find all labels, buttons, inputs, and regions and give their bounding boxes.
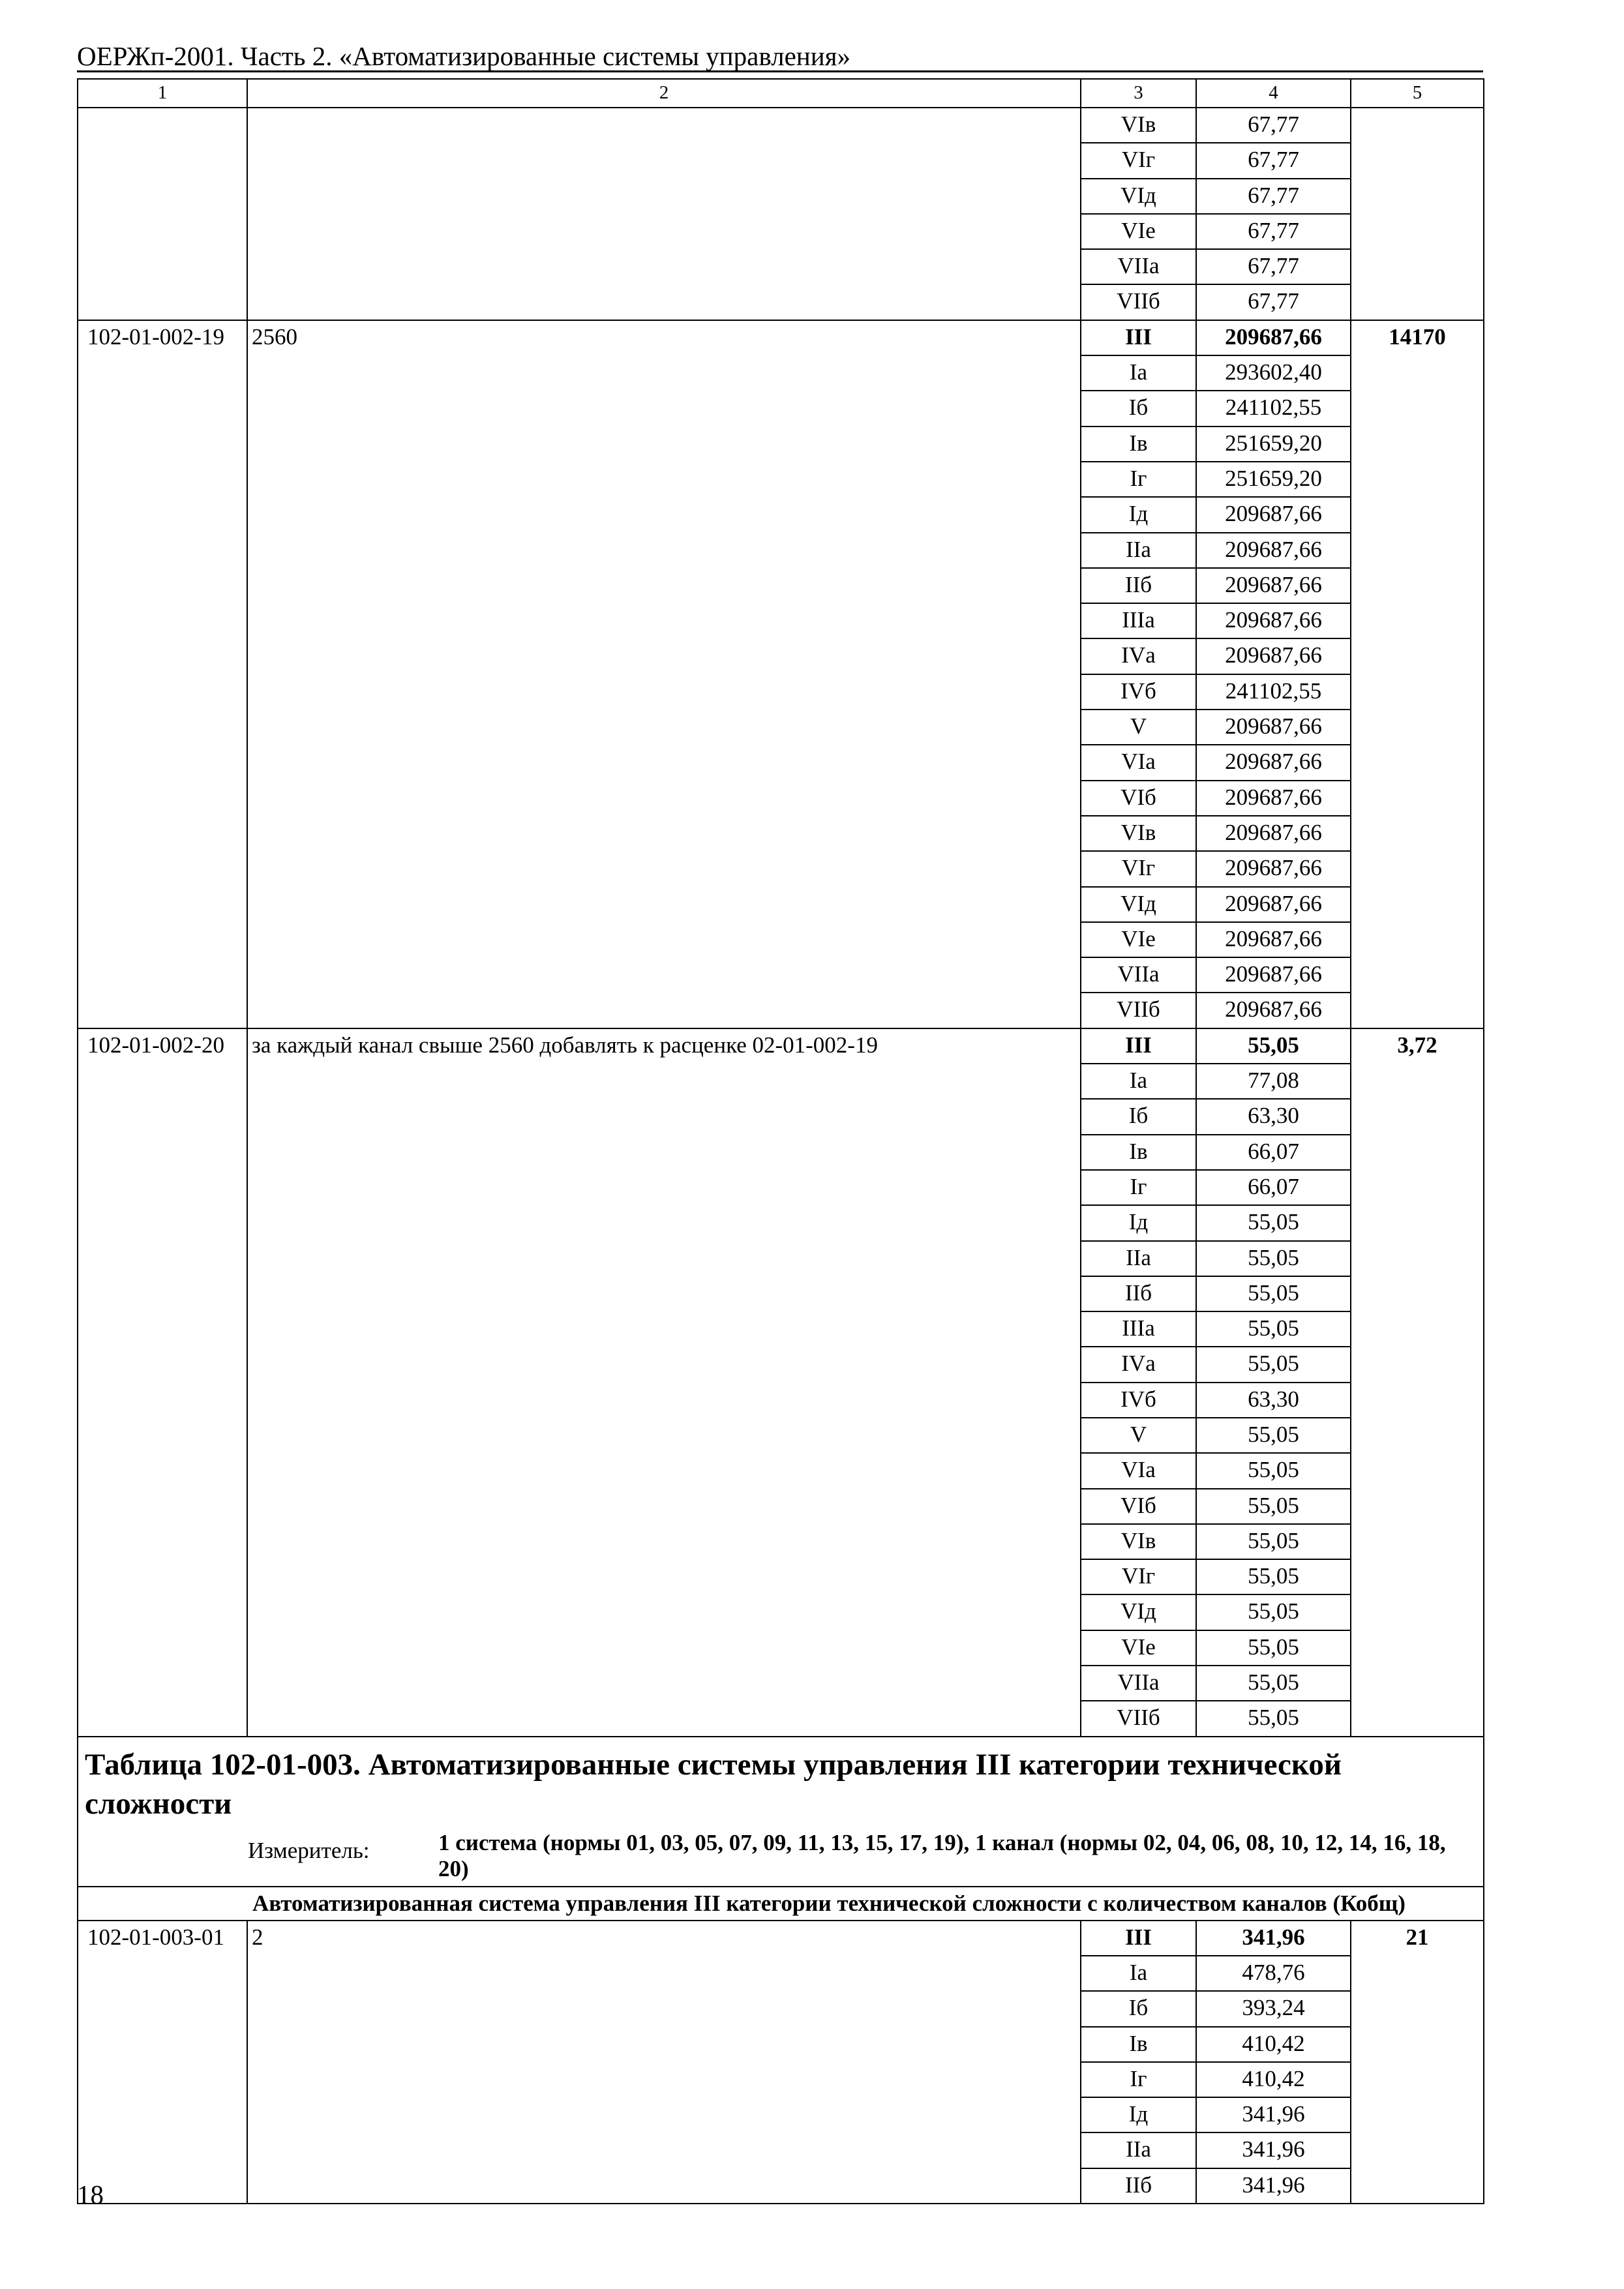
zone-cell: IIб	[1081, 2168, 1196, 2204]
column-header: 3	[1081, 79, 1196, 108]
zone-cell: III	[1081, 1028, 1196, 1064]
zone-cell: III	[1081, 320, 1196, 355]
price-cell: 209687,66	[1196, 816, 1351, 851]
zone-cell: III	[1081, 1921, 1196, 1956]
zone-cell: VIа	[1081, 1453, 1196, 1488]
zone-cell: IVб	[1081, 1383, 1196, 1418]
price-cell: 67,77	[1196, 108, 1351, 143]
price-cell: 55,05	[1196, 1594, 1351, 1630]
table-title: Таблица 102-01-003. Автоматизированные системы управления III категории технической сложности	[85, 1747, 1342, 1821]
price-cell: 55,05	[1196, 1311, 1351, 1347]
price-cell: 55,05	[1196, 1489, 1351, 1524]
zone-cell: VIIб	[1081, 284, 1196, 320]
table-row	[78, 1921, 1484, 1956]
price-cell: 55,05	[1196, 1630, 1351, 1666]
zone-cell: VIIа	[1081, 1666, 1196, 1701]
zone-cell: Iв	[1081, 426, 1196, 462]
table-row	[78, 320, 1484, 355]
zone-cell: V	[1081, 1418, 1196, 1453]
price-cell: 393,24	[1196, 1991, 1351, 2026]
rate-description: 2	[247, 1921, 1081, 2204]
zone-cell: VIв	[1081, 1524, 1196, 1559]
price-cell: 55,05	[1196, 1418, 1351, 1453]
rate-code: 102-01-002-20	[78, 1028, 247, 1737]
zone-cell: VIд	[1081, 887, 1196, 922]
rate-code: 102-01-002-19	[78, 320, 247, 1028]
price-cell: 341,96	[1196, 2168, 1351, 2204]
price-cell: 209687,66	[1196, 851, 1351, 886]
price-cell: 410,42	[1196, 2062, 1351, 2097]
zone-cell: VIг	[1081, 851, 1196, 886]
zone-cell: IVа	[1081, 638, 1196, 674]
price-cell: 209687,66	[1196, 497, 1351, 532]
header-rule	[77, 70, 1483, 72]
zone-cell: VIв	[1081, 108, 1196, 143]
zone-cell: IIIа	[1081, 603, 1196, 638]
price-cell: 77,08	[1196, 1064, 1351, 1099]
zone-cell: VIе	[1081, 214, 1196, 249]
price-cell: 55,05	[1196, 1701, 1351, 1736]
price-cell: 251659,20	[1196, 462, 1351, 497]
zone-cell: VIе	[1081, 1630, 1196, 1666]
zone-cell: Iд	[1081, 1205, 1196, 1240]
meter-value: 1 система (нормы 01, 03, 05, 07, 09, 11, 13, 15, 17, 19), 1 канал (нормы 02, 04, 06, 08, 10, 12, 14, 16, 18, 20)	[438, 1829, 1446, 1881]
rate-code: 102-01-003-01	[78, 1921, 247, 2204]
price-cell: 209687,66	[1196, 781, 1351, 816]
zone-cell: IIб	[1081, 1276, 1196, 1311]
zone-cell: Iб	[1081, 391, 1196, 426]
price-cell: 55,05	[1196, 1559, 1351, 1594]
zone-cell: VIд	[1081, 1594, 1196, 1630]
price-cell: 55,05	[1196, 1666, 1351, 1701]
zone-cell: Iа	[1081, 1064, 1196, 1099]
price-cell: 341,96	[1196, 2132, 1351, 2168]
zone-cell: VIб	[1081, 781, 1196, 816]
zone-cell: Iб	[1081, 1099, 1196, 1134]
zone-cell: IIа	[1081, 2132, 1196, 2168]
column-header-row	[78, 79, 1484, 108]
quantity-cell: 14170	[1351, 320, 1484, 1028]
zone-cell: Iа	[1081, 355, 1196, 391]
price-cell: 67,77	[1196, 284, 1351, 320]
price-cell: 55,05	[1196, 1205, 1351, 1240]
zone-cell: VIIа	[1081, 249, 1196, 284]
table-title-row	[78, 1737, 1484, 1887]
price-cell: 55,05	[1196, 1524, 1351, 1559]
price-cell: 55,05	[1196, 1028, 1351, 1064]
rate-description: за каждый канал свыше 2560 добавлять к расценке 02-01-002-19	[247, 1028, 1081, 1737]
price-cell: 63,30	[1196, 1099, 1351, 1134]
table-row	[78, 108, 1484, 143]
group-heading-spacer	[78, 1887, 247, 1921]
price-cell: 209687,66	[1196, 922, 1351, 957]
price-cell: 67,77	[1196, 249, 1351, 284]
price-cell: 341,96	[1196, 1921, 1351, 1956]
zone-cell: VIIб	[1081, 993, 1196, 1028]
price-cell: 67,77	[1196, 214, 1351, 249]
zone-cell: Iв	[1081, 2027, 1196, 2062]
page-number: 18	[77, 2179, 104, 2209]
quantity-cell: 21	[1351, 1921, 1484, 2204]
table-title-cell	[78, 1737, 1484, 1887]
zone-cell: IIб	[1081, 568, 1196, 603]
price-cell: 209687,66	[1196, 568, 1351, 603]
zone-cell: VIд	[1081, 179, 1196, 214]
meter-label: Измеритель:	[248, 1837, 370, 1863]
group-heading-row	[78, 1887, 1484, 1921]
page-header: ОЕРЖп-2001. Часть 2. «Автоматизированные системы управления»	[77, 41, 851, 71]
price-cell: 410,42	[1196, 2027, 1351, 2062]
price-cell: 63,30	[1196, 1383, 1351, 1418]
zone-cell: VIIб	[1081, 1701, 1196, 1736]
quantity-cell: 3,72	[1351, 1028, 1484, 1737]
price-cell: 66,07	[1196, 1170, 1351, 1205]
zone-cell: V	[1081, 710, 1196, 745]
price-cell: 209687,66	[1196, 710, 1351, 745]
rate-code	[78, 108, 247, 320]
price-cell: 67,77	[1196, 179, 1351, 214]
column-header: 2	[247, 79, 1081, 108]
quantity-cell	[1351, 108, 1484, 320]
price-cell: 66,07	[1196, 1135, 1351, 1170]
zone-cell: Iг	[1081, 462, 1196, 497]
zone-cell: IIа	[1081, 533, 1196, 568]
price-cell: 209687,66	[1196, 993, 1351, 1028]
price-cell: 241102,55	[1196, 391, 1351, 426]
rate-description: 2560	[247, 320, 1081, 1028]
zone-cell: Iг	[1081, 1170, 1196, 1205]
price-cell: 209687,66	[1196, 603, 1351, 638]
price-cell: 55,05	[1196, 1453, 1351, 1488]
zone-cell: IIа	[1081, 1241, 1196, 1276]
rates-table	[77, 78, 1484, 2204]
price-cell: 209687,66	[1196, 887, 1351, 922]
price-cell: 241102,55	[1196, 674, 1351, 710]
zone-cell: VIв	[1081, 816, 1196, 851]
zone-cell: Iб	[1081, 1991, 1196, 2026]
price-cell: 209687,66	[1196, 957, 1351, 993]
group-heading: Автоматизированная система управления III категории технической сложности с количеством каналов (Кобщ)	[247, 1887, 1484, 1921]
zone-cell: Iд	[1081, 2097, 1196, 2132]
price-cell: 55,05	[1196, 1276, 1351, 1311]
zone-cell: VIг	[1081, 143, 1196, 178]
price-cell: 293602,40	[1196, 355, 1351, 391]
price-cell: 55,05	[1196, 1347, 1351, 1382]
column-header: 4	[1196, 79, 1351, 108]
zone-cell: IIIа	[1081, 1311, 1196, 1347]
zone-cell: VIе	[1081, 922, 1196, 957]
price-cell: 67,77	[1196, 143, 1351, 178]
zone-cell: VIа	[1081, 745, 1196, 780]
zone-cell: IVа	[1081, 1347, 1196, 1382]
rates-table-body	[78, 79, 1484, 2204]
zone-cell: Iг	[1081, 2062, 1196, 2097]
rate-description	[247, 108, 1081, 320]
price-cell: 209687,66	[1196, 745, 1351, 780]
price-cell: 209687,66	[1196, 320, 1351, 355]
zone-cell: VIIа	[1081, 957, 1196, 993]
zone-cell: VIг	[1081, 1559, 1196, 1594]
zone-cell: Iв	[1081, 1135, 1196, 1170]
zone-cell: Iа	[1081, 1956, 1196, 1991]
price-cell: 478,76	[1196, 1956, 1351, 1991]
price-cell: 209687,66	[1196, 638, 1351, 674]
column-header: 1	[78, 79, 247, 108]
zone-cell: IVб	[1081, 674, 1196, 710]
table-row	[78, 1028, 1484, 1064]
price-cell: 209687,66	[1196, 533, 1351, 568]
price-cell: 55,05	[1196, 1241, 1351, 1276]
meter-row	[85, 1830, 1477, 1882]
zone-cell: Iд	[1081, 497, 1196, 532]
price-cell: 341,96	[1196, 2097, 1351, 2132]
price-cell: 251659,20	[1196, 426, 1351, 462]
zone-cell: VIб	[1081, 1489, 1196, 1524]
column-header: 5	[1351, 79, 1484, 108]
